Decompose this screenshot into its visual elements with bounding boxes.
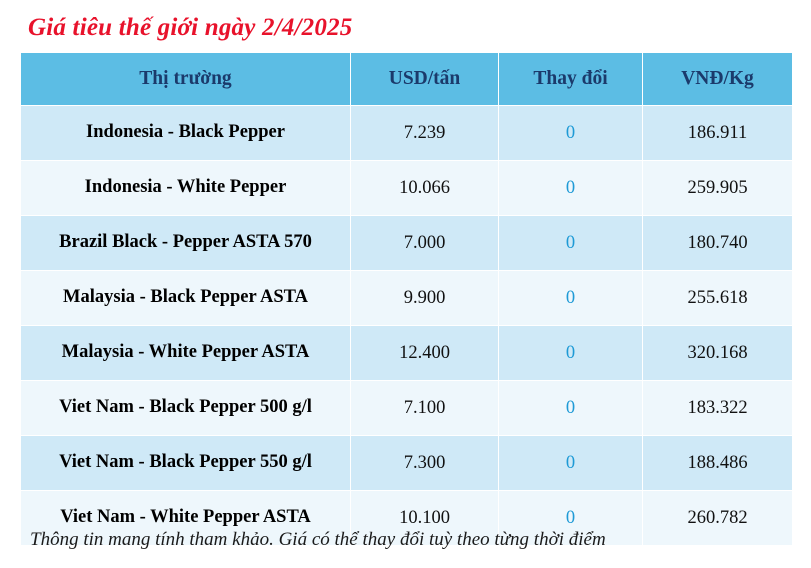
table-row [21, 271, 793, 326]
price-table-container [20, 52, 792, 546]
cell-vnd: 188.486 [643, 436, 793, 491]
table-row [21, 161, 793, 216]
table-row [21, 436, 793, 491]
cell-usd: 10.066 [351, 161, 499, 216]
world-pepper-price-table [20, 52, 793, 546]
page-title: Giá tiêu thế giới ngày 2/4/2025 [28, 14, 353, 41]
cell-market: Indonesia - Black Pepper [21, 106, 351, 161]
cell-market: Malaysia - Black Pepper ASTA [21, 271, 351, 326]
cell-vnd: 183.322 [643, 381, 793, 436]
cell-vnd: 186.911 [643, 106, 793, 161]
footnote-text: Thông tin mang tính tham khảo. Giá có thể thay đổi tuỳ theo từng thời điểm [30, 529, 606, 550]
cell-usd: 10.100 [351, 491, 499, 546]
cell-usd: 7.239 [351, 106, 499, 161]
cell-market: Malaysia - White Pepper ASTA [21, 326, 351, 381]
cell-usd: 7.100 [351, 381, 499, 436]
cell-vnd: 180.740 [643, 216, 793, 271]
cell-usd: 7.000 [351, 216, 499, 271]
cell-change: 0 [499, 491, 643, 546]
column-header-change: Thay đổi [499, 53, 643, 106]
cell-market: Brazil Black - Pepper ASTA 570 [21, 216, 351, 271]
cell-change: 0 [499, 271, 643, 326]
cell-market: Viet Nam - Black Pepper 500 g/l [21, 381, 351, 436]
table-row [21, 106, 793, 161]
table-row [21, 381, 793, 436]
table-body [21, 106, 793, 546]
column-header-vnd-per-kg: VNĐ/Kg [643, 53, 793, 106]
cell-vnd: 260.782 [643, 491, 793, 546]
cell-market: Viet Nam - Black Pepper 550 g/l [21, 436, 351, 491]
cell-change: 0 [499, 436, 643, 491]
cell-vnd: 255.618 [643, 271, 793, 326]
cell-change: 0 [499, 161, 643, 216]
table-header-row [21, 53, 793, 106]
column-header-usd-per-ton: USD/tấn [351, 53, 499, 106]
cell-change: 0 [499, 326, 643, 381]
cell-change: 0 [499, 216, 643, 271]
cell-change: 0 [499, 381, 643, 436]
cell-usd: 12.400 [351, 326, 499, 381]
column-header-market: Thị trường [21, 53, 351, 106]
cell-market: Indonesia - White Pepper [21, 161, 351, 216]
cell-change: 0 [499, 106, 643, 161]
table-row [21, 326, 793, 381]
cell-usd: 9.900 [351, 271, 499, 326]
cell-market: Viet Nam - White Pepper ASTA [21, 491, 351, 546]
table-header [21, 53, 793, 106]
cell-vnd: 320.168 [643, 326, 793, 381]
cell-usd: 7.300 [351, 436, 499, 491]
cell-vnd: 259.905 [643, 161, 793, 216]
table-row [21, 216, 793, 271]
